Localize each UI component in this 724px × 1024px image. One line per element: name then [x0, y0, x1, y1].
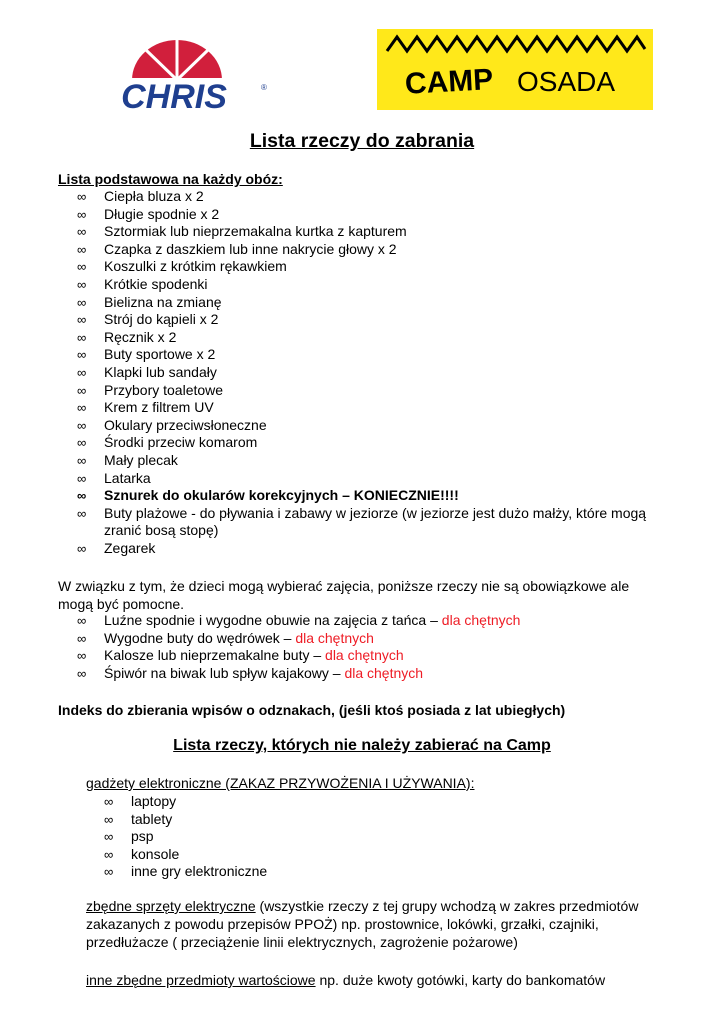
list-item: ∞ Koszulki z krótkim rękawkiem: [77, 258, 287, 275]
forbidden-list-title: Lista rzeczy, których nie należy zabierać na Camp: [173, 737, 551, 754]
svg-text:CAMP: CAMP: [404, 63, 495, 101]
list-item: ∞ Bielizna na zmianę: [77, 293, 222, 310]
infinity-bullet-icon: ∞: [77, 648, 87, 664]
infinity-bullet-icon: ∞: [77, 259, 87, 275]
gadgets-heading: gadżety elektroniczne (ZAKAZ PRZYWOŻENIA I UŻYWANIA):: [86, 775, 475, 791]
chris-logo-text: CHRIS: [121, 78, 227, 116]
optional-note: dla chętnych: [295, 629, 374, 646]
infinity-bullet-icon: ∞: [77, 470, 87, 486]
list-item: ∞ Przybory toaletowe: [77, 381, 224, 398]
list-item: ∞ psp: [104, 828, 154, 845]
list-item: ∞ Mały plecak: [77, 451, 178, 468]
infinity-bullet-icon: ∞: [104, 794, 114, 809]
optional-list: [77, 612, 520, 682]
list-item: ∞ Klapki lub sandały: [77, 363, 217, 380]
valuables-label: inne zbędne przedmioty wartościowe: [86, 972, 316, 988]
list-item: ∞ Zegarek: [77, 539, 156, 556]
list-item: ∞ Krótkie spodenki: [77, 275, 208, 292]
list-item: ∞ Luźne spodnie i wygodne obuwie na zajęcia z tańca – dla chętnych: [77, 612, 521, 628]
infinity-bullet-icon: ∞: [77, 452, 87, 468]
infinity-bullet-icon: ∞: [77, 189, 87, 204]
optional-note: dla chętnych: [344, 664, 424, 681]
svg-text:®: ®: [261, 83, 267, 92]
list-item-important: ∞ Sznurek do okularów korekcyjnych – KONIECZNIE!!!!: [77, 487, 459, 504]
optional-intro: W związku z tym, że dzieci mogą wybierać zajęcia, poniższe rzeczy nie są obowiązkowe ale mogą być pomocne.: [58, 578, 630, 612]
list-item: ∞ Wygodne buty do wędrówek – dla chętnych: [77, 629, 374, 646]
infinity-bullet-icon: ∞: [104, 864, 114, 880]
infinity-bullet-icon: ∞: [77, 630, 87, 646]
optional-note: dla chętnych: [325, 647, 404, 664]
list-item: ∞ Strój do kąpieli x 2: [77, 311, 219, 328]
infinity-bullet-icon: ∞: [77, 540, 87, 556]
list-item: ∞ inne gry elektroniczne: [104, 863, 268, 880]
infinity-bullet-icon: ∞: [77, 505, 87, 521]
svg-text:OSADA: OSADA: [517, 66, 616, 97]
infinity-bullet-icon: ∞: [77, 382, 87, 398]
appliances-paragraph: zbędne sprzęty elektryczne (wszystkie rzeczy z tej grupy wchodzą w zakres przedmiotów zakazanych z powodu przepisów PPOŻ) np. prostownice, lokówki, grzałki, czajniki, przedłużacze ( przeciążenie linii elektrycznych, zagrożenie pożarowe): [86, 898, 639, 950]
list-item: ∞ Krem z filtrem UV: [77, 399, 214, 416]
list-item: ∞ Długie spodnie x 2: [77, 205, 220, 222]
list-item: ∞ Buty plażowe - do pływania i zabawy w jeziorze (w jeziorze jest dużo małży, które mogą zranić bosą stopę): [77, 504, 647, 539]
list-item: ∞ laptopy: [104, 793, 177, 809]
list-item: ∞ Środki przeciw komarom: [77, 434, 258, 451]
list-item: ∞ konsole: [104, 845, 180, 862]
infinity-bullet-icon: ∞: [77, 294, 87, 310]
infinity-bullet-icon: ∞: [77, 665, 87, 681]
list-item: ∞ Czapka z daszkiem lub inne nakrycie głowy x 2: [77, 240, 397, 257]
camp-osada-logo: [377, 29, 653, 110]
list-item: ∞ tablety: [104, 810, 173, 827]
gadgets-list: [104, 793, 267, 881]
infinity-bullet-icon: ∞: [77, 347, 87, 363]
list-item: ∞ Śpiwór na biwak lub spływ kajakowy – dla chętnych: [77, 664, 424, 681]
infinity-bullet-icon: ∞: [77, 417, 87, 433]
infinity-bullet-icon: ∞: [77, 329, 87, 345]
list-item: ∞ Buty sportowe x 2: [77, 346, 216, 363]
page-title: Lista rzeczy do zabrania: [249, 130, 475, 152]
appliances-label: zbędne sprzęty elektryczne: [86, 898, 256, 914]
infinity-bullet-icon: ∞: [77, 613, 87, 628]
infinity-bullet-icon: ∞: [104, 829, 114, 845]
infinity-bullet-icon: ∞: [77, 224, 87, 240]
infinity-bullet-icon: ∞: [77, 241, 87, 257]
list-item: ∞ Kalosze lub nieprzemakalne buty – dla chętnych: [77, 647, 404, 664]
infinity-bullet-icon: ∞: [77, 206, 87, 222]
list-item: ∞ Okulary przeciwsłoneczne: [77, 416, 267, 433]
infinity-bullet-icon: ∞: [104, 811, 114, 827]
optional-note: dla chętnych: [441, 612, 521, 628]
badge-index-note: Indeks do zbierania wpisów o odznakach, (jeśli ktoś posiada z lat ubiegłych): [58, 702, 566, 718]
chris-logo: [84, 38, 270, 116]
list-item: ∞ Ciepła bluza x 2: [77, 188, 204, 204]
list-item: ∞ Latarka: [77, 469, 151, 486]
infinity-bullet-icon: ∞: [77, 400, 87, 416]
infinity-bullet-icon: ∞: [104, 846, 114, 862]
list-item: ∞ Sztormiak lub nieprzemakalna kurtka z kapturem: [77, 223, 407, 240]
valuables-paragraph: inne zbędne przedmioty wartościowe np. duże kwoty gotówki, karty do bankomatów: [86, 972, 606, 988]
infinity-bullet-icon: ∞: [77, 435, 87, 451]
basic-list: [77, 188, 664, 557]
infinity-bullet-icon: ∞: [77, 364, 87, 380]
infinity-bullet-icon: ∞: [77, 276, 87, 292]
basic-list-heading: Lista podstawowa na każdy obóz:: [58, 171, 283, 187]
list-item: ∞ Ręcznik x 2: [77, 328, 177, 345]
infinity-bullet-icon: ∞: [77, 488, 87, 504]
infinity-bullet-icon: ∞: [77, 312, 87, 328]
